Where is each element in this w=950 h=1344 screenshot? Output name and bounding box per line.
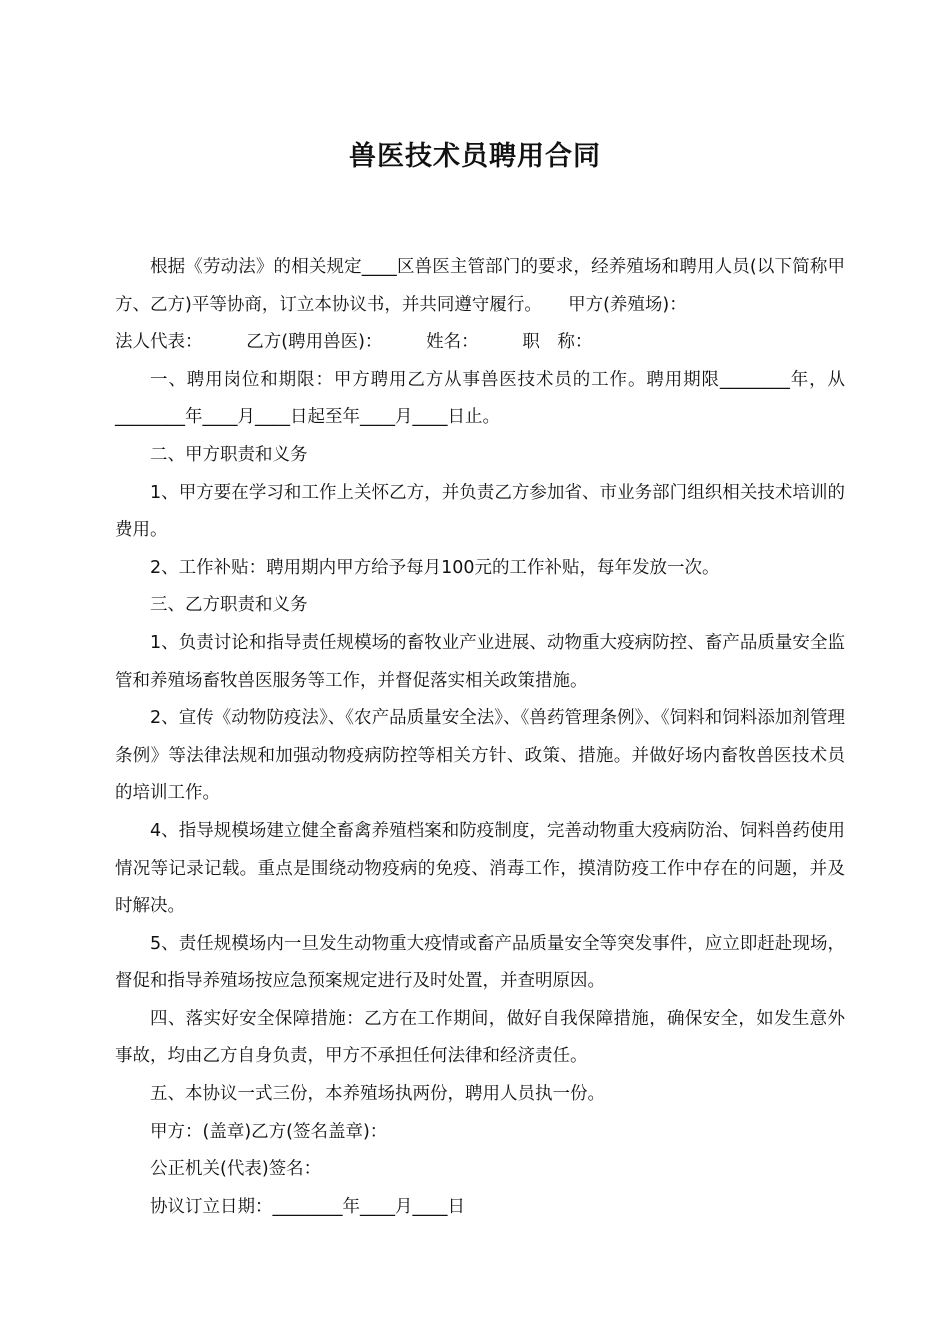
signature-line-notary: 公正机关(代表)签名：	[150, 1159, 322, 1180]
paragraph-section-5: 五、本协议一式三份，本养殖场执两份，聘用人员执一份。	[150, 1084, 605, 1105]
paragraph-section-3-item-1: 1、负责讨论和指导责任规模场的畜牧业产业进展、动物重大疫病防控、畜产品质量安全监管和养殖场畜牧兽医服务等工作，并督促落实相关政策措施。	[115, 632, 845, 691]
paragraph-section-2-item-1: 1、甲方要在学习和工作上关怀乙方，并负责乙方参加省、市业务部门组织相关技术培训的费用。	[115, 482, 845, 541]
paragraph-section-4: 四、落实好安全保障措施：乙方在工作期间，做好自我保障措施，确保安全，如发生意外事故，均由乙方自身负责，甲方不承担任何法律和经济责任。	[115, 1008, 845, 1067]
paragraph-section-3-item-4: 4、指导规模场建立健全畜禽养殖档案和防疫制度，完善动物重大疫病防治、饲料兽药使用情况等记录记载。重点是围绕动物疫病的免疫、消毒工作，摸清防疫工作中存在的问题，并及时解决。	[115, 820, 845, 917]
document-body	[115, 249, 845, 1226]
signature-line-date: 协议订立日期：________年____月____日	[150, 1196, 465, 1217]
paragraph-section-3-item-2: 2、宣传《动物防疫法》、《农产品质量安全法》、《兽药管理条例》、《饲料和饲料添加剂管理条例》等法律法规和加强动物疫病防控等相关方针、政策、措施。并做好场内畜牧兽医技术员的培训工作。	[115, 708, 845, 804]
paragraph-section-1: 一、聘用岗位和期限：甲方聘用乙方从事兽医技术员的工作。聘用期限________年，从________年____月____日起至年____月____日止。	[115, 369, 845, 428]
paragraph-preamble: 根据《劳动法》的相关规定____区兽医主管部门的要求，经养殖场和聘用人员(以下简称甲方、乙方)平等协商，订立本协议书，并共同遵守履行。 甲方(养殖场)：	[115, 257, 845, 315]
paragraph-parties: 法人代表： 乙方(聘用兽医)： 姓名： 职 称：	[115, 332, 593, 353]
signature-line-parties: 甲方：(盖章)乙方(签名盖章)：	[150, 1121, 388, 1142]
paragraph-section-2-item-2: 2、工作补贴：聘用期内甲方给予每月100元的工作补贴，每年发放一次。	[150, 557, 720, 578]
document-title: 兽医技术员聘用合同	[349, 141, 601, 172]
paragraph-section-3-item-5: 5、责任规模场内一旦发生动物重大疫情或畜产品质量安全等突发事件，应立即赶赴现场，督促和指导养殖场按应急预案规定进行及时处置，并查明原因。	[115, 933, 845, 992]
heading-section-2: 二、甲方职责和义务	[150, 444, 308, 465]
heading-section-3: 三、乙方职责和义务	[150, 595, 308, 616]
